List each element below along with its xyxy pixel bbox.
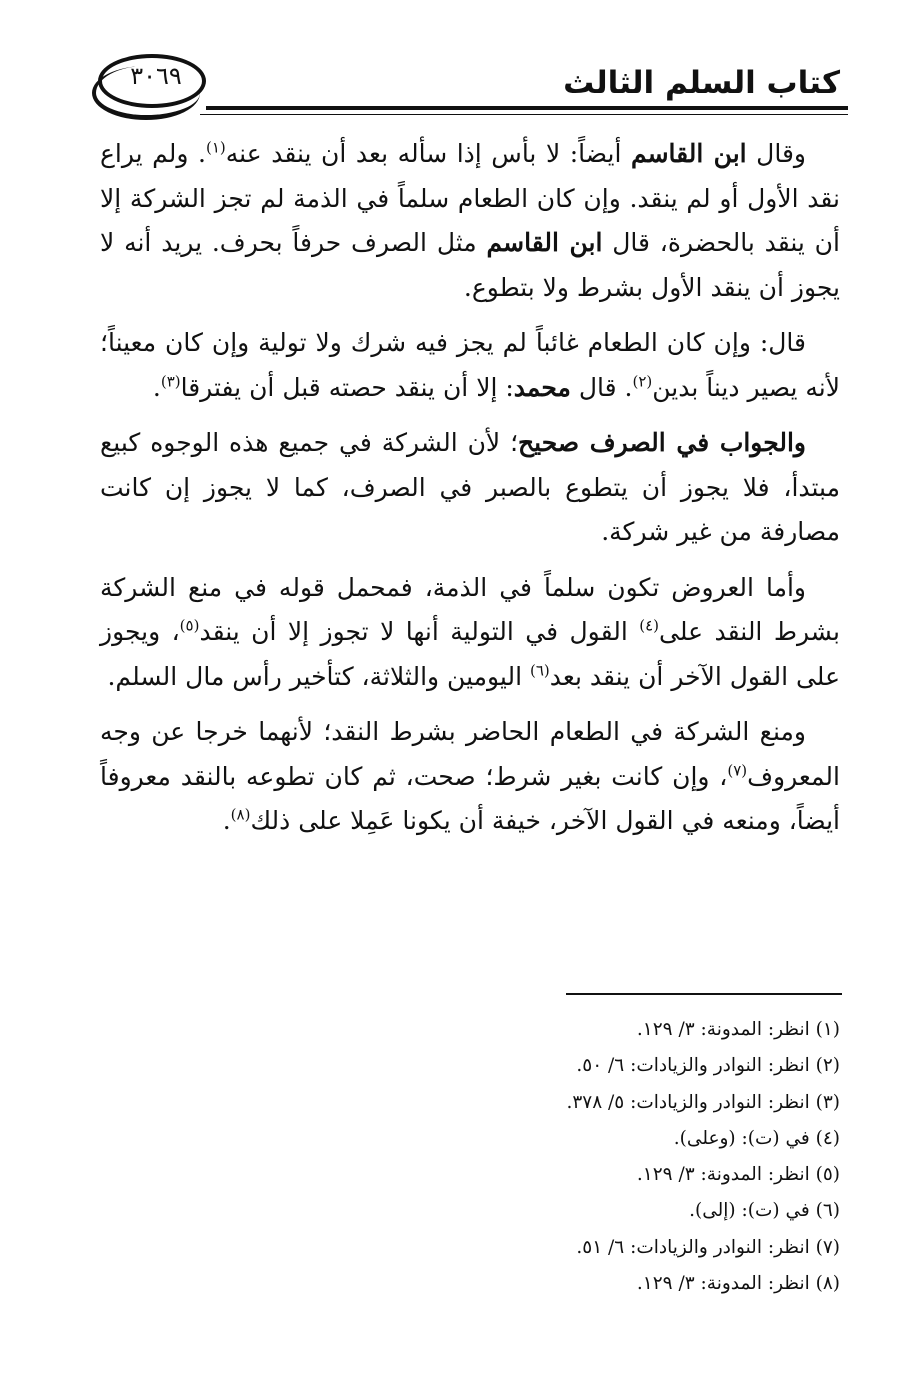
person-name: ابن القاسم	[486, 228, 603, 257]
paragraph-2	[100, 321, 840, 410]
person-name: ابن القاسم	[630, 139, 747, 168]
person-name: محمد	[513, 372, 571, 402]
text-run: : إلا أن ينقد حصته قبل أن يفترقا	[180, 372, 514, 402]
text-run: ، ويجوز على القول الآخر أن ينقد بعد	[100, 617, 840, 691]
footnote-divider	[566, 993, 842, 995]
footnote-ref[interactable]: (٧)	[727, 761, 748, 780]
footnote-item: (٤) في (ت): (وعلى).	[673, 1127, 840, 1149]
paragraph-4	[100, 566, 840, 700]
footnote-item: (٣) انظر: النوادر والزيادات: ٥/ ٣٧٨.	[566, 1091, 840, 1113]
footnotes	[140, 1012, 840, 1302]
text-run: القول في التولية أنها لا تجوز إلا أن ينقد	[199, 617, 640, 646]
footnote-item: (٨) انظر: المدونة: ٣/ ١٢٩.	[636, 1273, 840, 1295]
text-run: ، وإن كانت بغير شرط؛ صحت، ثم كان تطوعه بالنقد معروفاً أيضاً، ومنعه في القول الآخر، خيفة أن يكونا عَمِلا على ذلك	[100, 761, 840, 835]
text-run: قال: وإن كان الطعام غائباً لم يجز فيه شرك ولا تولية وإن كان معيناً؛ لأنه يصير ديناً بدين	[100, 328, 840, 402]
paragraph-5	[100, 710, 840, 844]
footnote-item: (٢) انظر: النوادر والزيادات: ٦/ ٥٠.	[576, 1055, 840, 1077]
text-run: ؛ لأن الشركة في جميع هذه الوجوه كبيع مبتدأ، فلا يجوز أن يتطوع بالصبر في الصرف، كما لا يجوز إن كانت مصارفة من غير شركة.	[100, 428, 840, 546]
text-run: أيضاً: لا بأس إذا سأله بعد أن ينقد عنه	[225, 139, 631, 168]
text-run: . ولم يراع نقد الأول أو لم ينقد. وإن كان الطعام سلماً في الذمة لم تجز الشركة إلا أن ينقد بالحضرة، قال	[100, 139, 840, 257]
text-run: . قال	[570, 372, 633, 402]
paragraph-1	[100, 132, 840, 310]
text-run: ومنع الشركة في الطعام الحاضر بشرط النقد؛ لأنهما خرجا عن وجه المعروف	[100, 717, 840, 791]
text-run: .	[152, 372, 161, 402]
text-run: .	[222, 806, 231, 835]
footnote-ref[interactable]: (٤)	[639, 616, 660, 635]
page-number: ٣٠٦٩	[130, 62, 182, 90]
footnote-ref[interactable]: (٨)	[230, 805, 251, 824]
footnote-item: (٦) في (ت): (إلى).	[689, 1200, 840, 1222]
footnote-item: (١) انظر: المدونة: ٣/ ١٢٩.	[636, 1019, 840, 1040]
text-run: وقال	[746, 139, 806, 168]
footnote-item: (٥) انظر: المدونة: ٣/ ١٢٩.	[636, 1164, 840, 1186]
text-run: مثل الصرف حرفاً بحرف. يريد أنه لا يجوز أن ينقد الأول بشرط ولا بتطوع.	[100, 228, 840, 302]
header-rule-thin	[200, 114, 848, 115]
footnote-ref[interactable]: (١)	[206, 138, 226, 157]
book-title: كتاب السلم الثالث	[563, 65, 840, 101]
paragraph-3	[100, 421, 840, 555]
footnote-ref[interactable]: (٣)	[160, 372, 181, 391]
footnote-ref[interactable]: (٥)	[179, 616, 200, 635]
footnote-ref[interactable]: (٦)	[529, 661, 550, 680]
page-header	[88, 48, 848, 120]
main-text	[100, 132, 840, 855]
footnote-ref[interactable]: (٢)	[632, 372, 653, 391]
footnote-item: (٧) انظر: النوادر والزيادات: ٦/ ٥١.	[576, 1236, 840, 1258]
text-run: وأما العروض تكون سلماً في الذمة، فمحمل قوله في منع الشركة بشرط النقد على	[100, 572, 840, 646]
text-run: اليومين والثلاثة، كتأخير رأس مال السلم.	[107, 661, 530, 691]
lead-phrase: والجواب في الصرف صحيح	[518, 428, 806, 457]
